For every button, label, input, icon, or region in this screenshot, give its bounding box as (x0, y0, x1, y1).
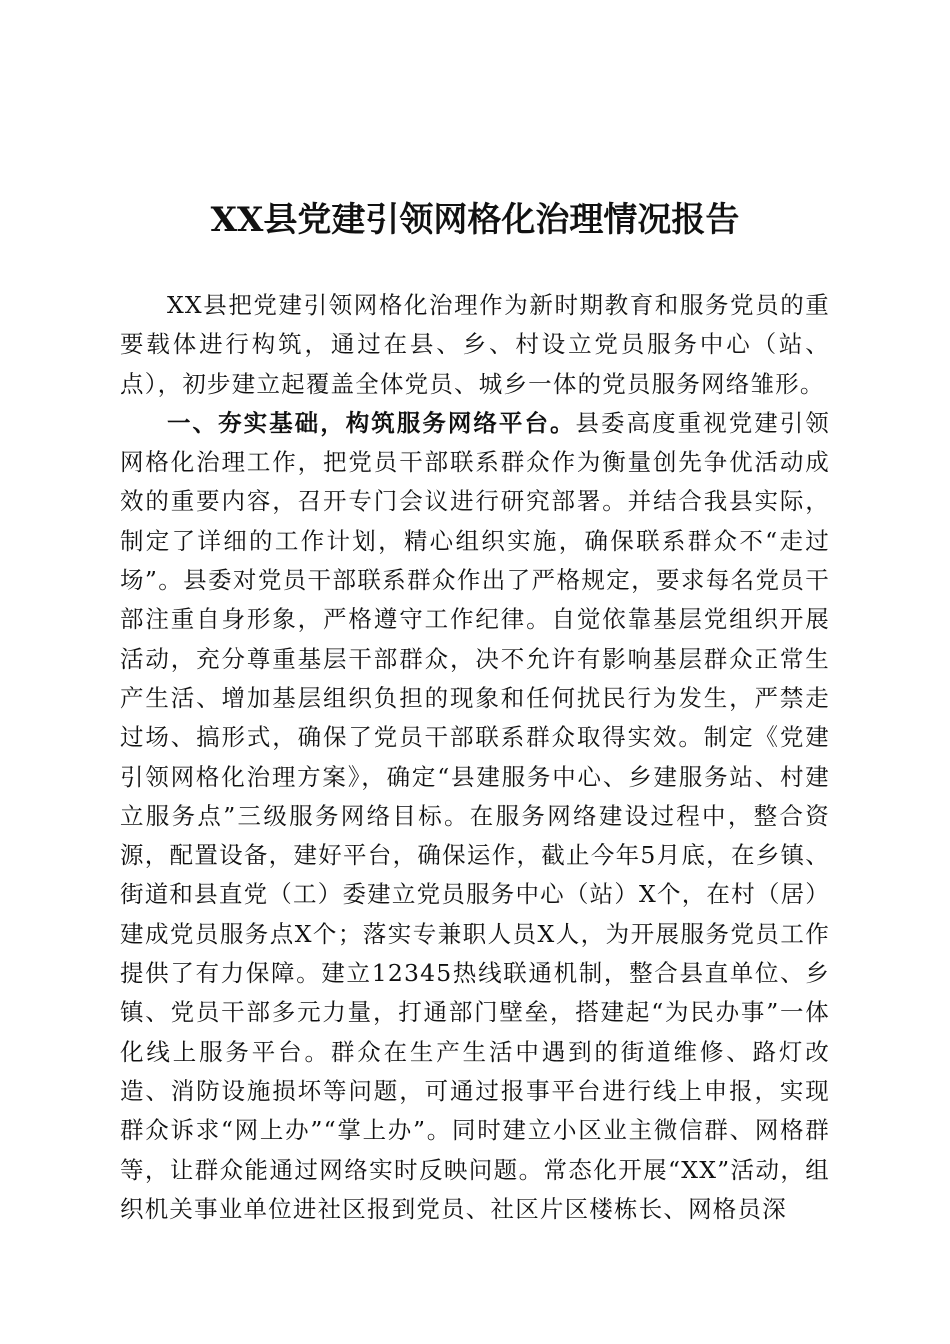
section-heading: 一、夯实基础，构筑服务网络平台。 (167, 408, 576, 437)
section-paragraph (120, 404, 830, 1229)
section-body: 县委高度重视党建引领网格化治理工作，把党员干部联系群众作为衡量创先争优活动成效的重要内容，召开专门会议进行研究部署。并结合我县实际，制定了详细的工作计划，精心组织实施，确保联系群众不“走过场”。县委对党员干部联系群众作出了严格规定，要求每名党员干部注重自身形象，严格遵守工作纪律。自觉依靠基层党组织开展活动，充分尊重基层干部群众，决不允许有影响基层群众正常生产生活、增加基层组织负担的现象和任何扰民行为发生，严禁走过场、搞形式，确保了党员干部联系群众取得实效。制定《党建引领网格化治理方案》，确定“县建服务中心、乡建服务站、村建立服务点”三级服务网络目标。在服务网络建设过程中，整合资源，配置设备，建好平台，确保运作，截止今年5月底，在乡镇、街道和县直党（工）委建立党员服务中心（站）X个，在村（居）建成党员服务点X个；落实专兼职人员X人，为开展服务党员工作提供了有力保障。建立12345热线联通机制，整合县直单位、乡镇、党员干部多元力量，打通部门壁垒，搭建起“为民办事”一体化线上服务平台。群众在生产生活中遇到的街道维修、路灯改造、消防设施损坏等问题，可通过报事平台进行线上申报，实现群众诉求“网上办”“掌上办”。同时建立小区业主微信群、网格群等，让群众能通过网络实时反映问题。常态化开展“XX”活动，组织机关事业单位进社区报到党员、社区片区楼栋长、网格员深 (120, 408, 831, 1223)
page-title: XX县党建引领网格化治理情况报告 (210, 200, 740, 240)
intro-paragraph: XX县把党建引领网格化治理作为新时期教育和服务党员的重要载体进行构筑，通过在县、乡、村设立党员服务中心（站、点），初步建立起覆盖全体党员、城乡一体的党员服务网络雏形。 (120, 291, 830, 398)
document-body (120, 286, 830, 1229)
